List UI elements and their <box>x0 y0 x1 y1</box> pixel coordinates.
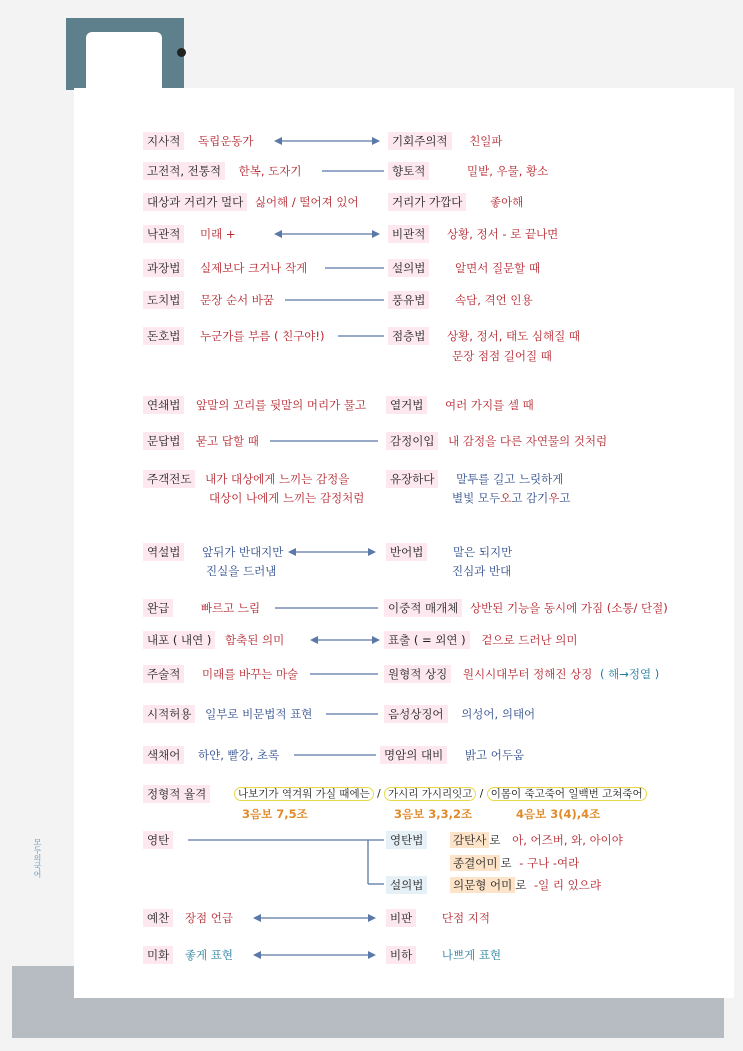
row-16-right <box>380 747 524 763</box>
term-left: 지사적 <box>143 132 184 150</box>
term-left: 돈호법 <box>143 327 184 345</box>
row-10-right <box>386 471 563 487</box>
desc-right-extra: ( 해→정열 ) <box>600 667 660 681</box>
row-3-right <box>388 194 523 210</box>
row-15 <box>143 706 312 722</box>
row-19 <box>143 910 233 926</box>
meter-3: 4음보 3(4),4조 <box>516 807 601 821</box>
row-20 <box>143 947 233 963</box>
desc-left: 내가 대상에게 느끼는 감정을 <box>205 472 350 486</box>
term-left: 낙관적 <box>143 225 184 243</box>
desc-left: 묻고 답할 때 <box>195 434 259 448</box>
term-right: 비관적 <box>388 225 429 243</box>
desc-right-line2 <box>452 490 570 506</box>
term-right: 향토적 <box>388 162 429 180</box>
meter-1: 3음보 7,5조 <box>242 807 308 821</box>
desc-left: 문장 순서 바꿈 <box>199 293 274 307</box>
row-18-right-2 <box>386 877 427 893</box>
text-part: 고 감기 <box>511 491 549 505</box>
desc-right: 상황, 정서, 태도 심해질 때 <box>446 329 581 343</box>
desc-left: 미래를 바꾸는 마술 <box>201 667 299 681</box>
row-14 <box>143 666 298 682</box>
desc-left: 앞말의 꼬리를 뒷말의 머리가 물고 <box>195 398 367 412</box>
tag: 의문형 어미 <box>450 877 515 893</box>
binder-dot <box>177 48 186 57</box>
exclamation-2 <box>450 855 579 871</box>
term-left: 영탄 <box>143 831 173 849</box>
row-18 <box>143 832 173 848</box>
poem-2: 가시리 가시리잇고 <box>384 787 476 801</box>
examples: - 구나 -여라 <box>519 856 580 870</box>
row-12-right <box>384 600 668 616</box>
tag-suffix: 로 <box>515 878 527 892</box>
text-part: 고 <box>559 491 571 505</box>
term-left: 주술적 <box>143 665 184 683</box>
row-13-right <box>384 632 578 648</box>
row-1-right <box>388 133 503 149</box>
term-right: 명암의 대비 <box>380 746 447 764</box>
term-left: 미화 <box>143 946 173 964</box>
desc-right: 나쁘게 표현 <box>441 948 502 962</box>
desc-right: 알면서 질문할 때 <box>454 261 541 275</box>
row-3 <box>143 194 359 210</box>
term-right: 반어법 <box>386 543 427 561</box>
row-1 <box>143 133 254 149</box>
desc-right: 친일파 <box>469 134 503 148</box>
term-right: 표출 ( = 외연 ) <box>384 631 470 649</box>
meter-examples <box>234 786 647 802</box>
row-9-right <box>386 433 607 449</box>
desc-left-line2: 대상이 나에게 느끼는 감정처럼 <box>209 491 365 505</box>
row-6-right <box>388 292 533 308</box>
desc-left: 좋게 표현 <box>184 948 233 962</box>
tag: 감탄사 <box>450 832 489 848</box>
desc-left: 한복, 도자기 <box>238 164 302 178</box>
separator: / <box>377 788 381 800</box>
desc-left: 누군가를 부름 ( 친구야!) <box>199 329 325 343</box>
text-emph: 오 <box>500 491 512 505</box>
exclamation-3 <box>450 877 601 893</box>
row-7 <box>143 328 325 344</box>
term-left: 과장법 <box>143 259 184 277</box>
term-left: 완급 <box>143 599 173 617</box>
poem-1: 나보기가 역겨워 가실 때에는 <box>234 787 374 801</box>
row-19-right <box>386 910 490 926</box>
term-right: 이중적 매개체 <box>384 599 462 617</box>
tag-suffix: 로 <box>500 856 512 870</box>
row-9 <box>143 433 259 449</box>
term-right: 풍유법 <box>388 291 429 309</box>
row-20-right <box>386 947 501 963</box>
row-16 <box>143 747 279 763</box>
row-2 <box>143 163 301 179</box>
term-left: 주객전도 <box>143 470 195 488</box>
desc-left-line2: 진실을 드러냄 <box>206 564 277 578</box>
term-left: 내포 ( 내연 ) <box>143 631 215 649</box>
desc-left: 실제보다 크거나 작게 <box>199 261 308 275</box>
term-left: 대상과 거리가 멀다 <box>143 193 247 211</box>
meter-2: 3음보 3,3,2조 <box>394 807 473 821</box>
desc-right: 여러 가지를 셀 때 <box>444 398 534 412</box>
term-right: 원형적 상징 <box>384 665 451 683</box>
row-18-right <box>386 832 427 848</box>
term-left: 시적허용 <box>143 705 195 723</box>
row-6 <box>143 292 274 308</box>
desc-left: 하얀, 빨강, 초록 <box>197 748 280 762</box>
term-left: 고전적, 전통적 <box>143 162 225 180</box>
term-left: 예찬 <box>143 909 173 927</box>
desc-right: 속담, 격언 인용 <box>454 293 533 307</box>
row-4 <box>143 226 236 242</box>
row-13 <box>143 632 284 648</box>
tag: 종결어미 <box>450 855 500 871</box>
desc-left: 싫어해 / 떨어져 있어 <box>254 195 359 209</box>
term-right: 비판 <box>386 909 416 927</box>
desc-right: 좋아해 <box>489 195 524 209</box>
desc-right-line2: 진심과 반대 <box>452 564 512 578</box>
row-10 <box>143 471 349 487</box>
desc-left: 앞뒤가 반대지만 <box>201 545 284 559</box>
desc-left: 독립운동가 <box>197 134 254 148</box>
desc-right: 겉으로 드러난 의미 <box>481 633 578 647</box>
term-right: 거리가 가깝다 <box>388 193 466 211</box>
desc-left: 미래 + <box>199 227 236 241</box>
desc-left: 빠르고 느림 <box>200 601 261 615</box>
desc-right: 원시시대부터 정해진 상징 <box>462 667 593 681</box>
term-right: 비하 <box>386 946 416 964</box>
term-right: 음성상징어 <box>384 705 448 723</box>
desc-right: 단점 지적 <box>441 911 490 925</box>
row-11 <box>143 544 283 560</box>
row-8-right <box>386 397 534 413</box>
desc-right: 의성어, 의태어 <box>461 707 536 721</box>
term-left: 문답법 <box>143 432 184 450</box>
row-11-right <box>386 544 512 560</box>
desc-left: 장점 언급 <box>184 911 233 925</box>
examples: 아, 어즈버, 와, 아이야 <box>512 833 623 847</box>
desc-right: 상황, 정서 - 로 끝나면 <box>446 227 559 241</box>
exclamation-1 <box>450 832 623 848</box>
side-logo-text: 모두의국어 <box>33 838 42 878</box>
term-left: 도치법 <box>143 291 184 309</box>
term-right: 점층법 <box>388 327 429 345</box>
term-right: 기회주의적 <box>388 132 452 150</box>
row-12 <box>143 600 260 616</box>
desc-right-line2: 문장 점점 길어질 때 <box>452 349 552 363</box>
term-right: 설의법 <box>386 876 427 894</box>
row-2-right <box>388 163 548 179</box>
row-7-right <box>388 328 580 344</box>
term-left: 색채어 <box>143 746 184 764</box>
desc-left: 일부로 비문법적 표현 <box>205 707 313 721</box>
term-right: 감정이입 <box>386 432 438 450</box>
folder-tab-inner <box>86 32 162 92</box>
row-8 <box>143 397 366 413</box>
poem-3: 이몸이 죽고죽어 일백번 고쳐죽어 <box>487 787 647 801</box>
tag-suffix: 로 <box>489 833 501 847</box>
row-14-right <box>384 666 659 682</box>
row-15-right <box>384 706 535 722</box>
row-17 <box>143 786 210 802</box>
row-4-right <box>388 226 558 242</box>
term-right: 설의법 <box>388 259 429 277</box>
term-right: 열거법 <box>386 396 427 414</box>
term-right: 영탄법 <box>386 831 427 849</box>
desc-left: 함축된 의미 <box>225 633 285 647</box>
side-logo <box>32 838 66 900</box>
desc-right: 밀밭, 우물, 황소 <box>466 164 549 178</box>
term-left: 역설법 <box>143 543 184 561</box>
desc-right: 밝고 어두움 <box>464 748 525 762</box>
separator: / <box>479 788 484 800</box>
text-part: 별빛 모두 <box>452 491 501 505</box>
term-left: 정형적 율격 <box>143 785 210 803</box>
row-5-right <box>388 260 540 276</box>
desc-right: 말은 되지만 <box>452 545 513 559</box>
term-right: 유장하다 <box>386 470 438 488</box>
desc-right: 상반된 기능을 동시에 가짐 (소통/ 단절) <box>469 601 668 615</box>
examples: -일 리 있으랴 <box>533 878 601 892</box>
text-emph: 우 <box>548 491 560 505</box>
row-5 <box>143 260 307 276</box>
desc-right: 내 감정을 다른 자연물의 것처럼 <box>448 434 608 448</box>
desc-right: 말투를 길고 느릿하게 <box>456 472 564 486</box>
term-left: 연쇄법 <box>143 396 184 414</box>
